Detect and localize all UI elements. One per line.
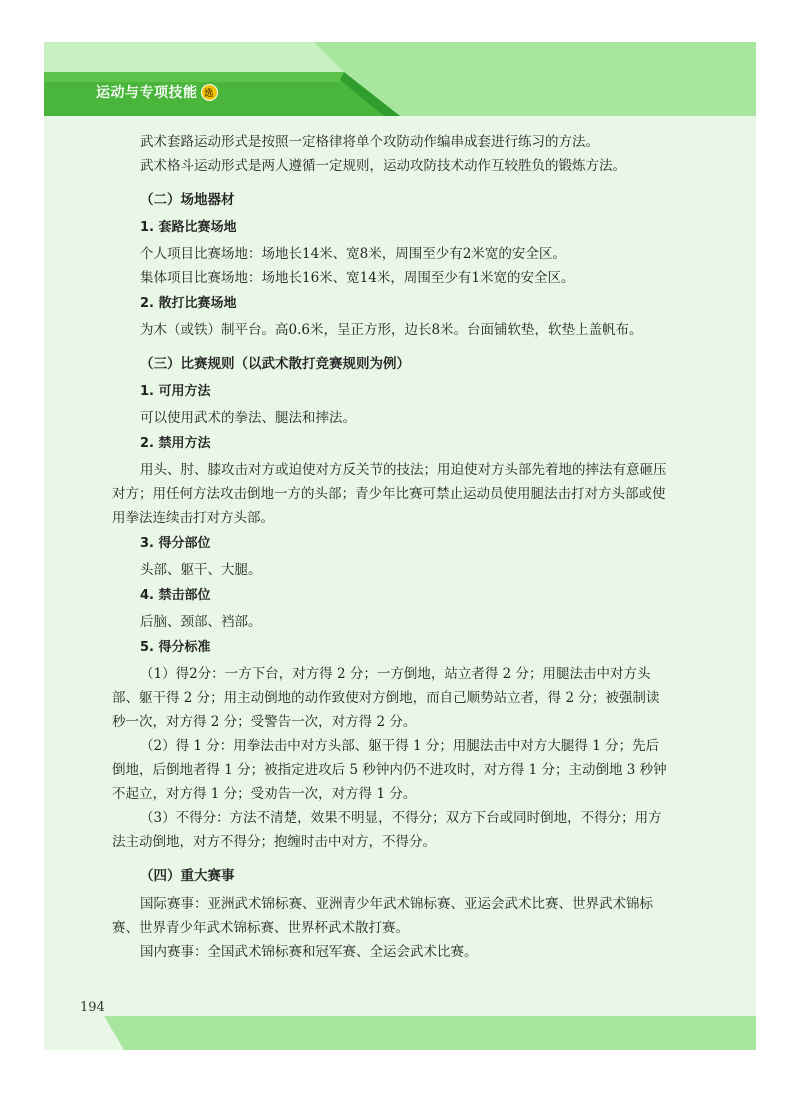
subheading-scoring-areas: 3. 得分部位: [140, 536, 211, 551]
routine-venue-group: 集体项目比赛场地：场地长16米、宽14米，周围至少有1米宽的安全区。: [140, 270, 575, 286]
page-number: 194: [80, 1000, 105, 1015]
header-band: [44, 42, 756, 116]
scoring-areas-text: 头部、躯干、大腿。: [140, 562, 262, 578]
section-heading-venue: （二）场地器材: [140, 192, 235, 208]
forbidden-areas-text: 后脑、颈部、裆部。: [140, 614, 262, 630]
scoring-criteria-item: （1）得2分：一方下台，对方得 2 分；一方倒地，站立者得 2 分；用腿法击中对方头部、躯干得 2 分；用主动倒地的动作致使对方倒地，而自己顺势站立者，得 2 分；被强制读秒一次，对方得 2 分；受警告一次，对方得 2 分。: [112, 666, 660, 730]
subheading-sanda-venue: 2. 散打比赛场地: [140, 296, 237, 311]
scoring-criteria-item: （3）不得分：方法不清楚，效果不明显，不得分；双方下台或同时倒地，不得分；用方法主动倒地，对方不得分；抱缠时击中对方，不得分。: [112, 810, 662, 850]
section-heading-events: （四）重大赛事: [140, 868, 235, 884]
subheading-forbidden-areas: 4. 禁击部位: [140, 588, 211, 603]
main-content: [112, 130, 672, 964]
section-tag: [96, 82, 218, 102]
allowed-methods-text: 可以使用武术的拳法、腿法和摔法。: [140, 410, 356, 426]
subheading-prohibited-methods: 2. 禁用方法: [140, 436, 211, 451]
routine-venue-individual: 个人项目比赛场地：场地长14米、宽8米，周围至少有2米宽的安全区。: [140, 246, 566, 262]
prohibited-methods-text: 用头、肘、膝攻击对方或迫使对方反关节的技法；用迫使对方头部先着地的摔法有意砸压对方；用任何方法攻击倒地一方的头部；青少年比赛可禁止运动员使用腿法击打对方头部或使用拳法连续击打对方头部。: [112, 462, 667, 526]
intro-paragraph-1: 武术套路运动形式是按照一定格律将单个攻防动作编串成套进行练习的方法。: [140, 134, 599, 150]
section-label: 运动与专项技能: [96, 85, 198, 101]
intro-paragraph-2: 武术格斗运动形式是两人遵循一定规则，运动攻防技术动作互较胜负的锻炼方法。: [140, 158, 626, 174]
elective-badge-icon: 选: [201, 84, 218, 101]
subheading-routine-venue: 1. 套路比赛场地: [140, 220, 237, 235]
footer-band: [44, 1016, 756, 1050]
domestic-events-text: 国内赛事：全国武术锦标赛和冠军赛、全运会武术比赛。: [140, 944, 478, 960]
section-heading-rules: （三）比赛规则（以武术散打竞赛规则为例）: [140, 356, 410, 372]
international-events-text: 国际赛事：亚洲武术锦标赛、亚洲青少年武术锦标赛、亚运会武术比赛、世界武术锦标赛、世界青少年武术锦标赛、世界杯武术散打赛。: [112, 896, 653, 936]
subheading-scoring-criteria: 5. 得分标准: [140, 640, 211, 655]
sanda-venue-text: 为木（或铁）制平台。高0.6米，呈正方形，边长8米。台面铺软垫，软垫上盖帆布。: [140, 322, 643, 338]
scoring-criteria-item: （2）得 1 分：用拳法击中对方头部、躯干得 1 分；用腿法击中对方大腿得 1 分；先后倒地，后倒地者得 1 分；被指定进攻后 5 秒钟内仍不进攻时，对方得 1 分；主动倒地 3 秒钟不起立，对方得 1 分；受劝告一次，对方得 1 分。: [112, 738, 667, 802]
subheading-allowed-methods: 1. 可用方法: [140, 384, 211, 399]
